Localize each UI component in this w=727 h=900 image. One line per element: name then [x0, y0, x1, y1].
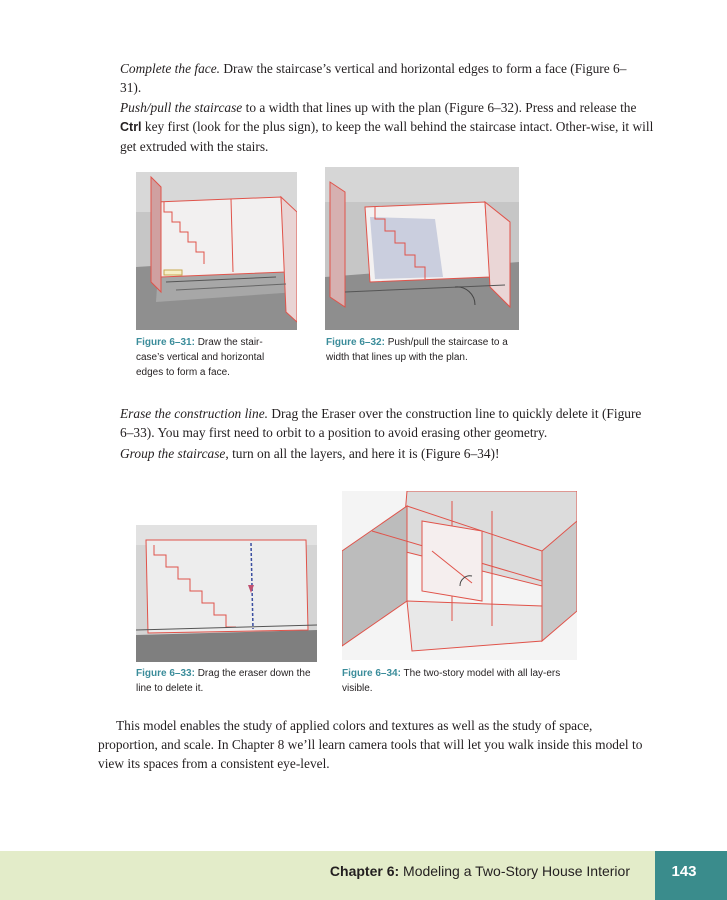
paragraph-lead: Erase the construction line.: [120, 406, 269, 421]
footer-chapter-title: [330, 863, 630, 879]
paragraph-text: This model enables the study of applied colors and textures as well as the study of space, proportion, and scale. In Chapter 8 we’ll learn camera tools that will let you walk inside this model to view its spaces from a consistent eye-level.: [98, 718, 643, 771]
figure-6-33-caption: [136, 666, 321, 696]
paragraph-text: , turn on all the layers, and here it is (Figure 6–34)!: [225, 446, 500, 461]
chapter-title: Modeling a Two-Story House Interior: [399, 863, 630, 879]
figure-6-32-image: [325, 167, 519, 330]
paragraph-erase-construction-line: [120, 404, 650, 442]
paragraph-text: to a width that lines up with the plan (Figure 6–32). Press and release the: [242, 100, 637, 115]
ctrl-key-label: Ctrl: [120, 120, 142, 134]
figure-6-31-image: [136, 172, 297, 330]
chapter-label: Chapter 6:: [329, 863, 400, 879]
page-number: 143: [671, 863, 697, 880]
figure-6-34-caption: [342, 666, 577, 696]
paragraph-lead: Complete the face.: [120, 61, 221, 76]
caption-text: Push/pull the staircase to a width that lines up with the plan.: [326, 337, 508, 363]
caption-text: Drag the eraser down the line to delete it.: [136, 668, 311, 694]
figure-label: Figure 6–32:: [326, 337, 385, 348]
paragraph-text: Drag the Eraser over the construction line to quickly delete it (Figure 6–33). You may first need to orbit to a position to avoid erasing other geometry.: [120, 406, 642, 440]
paragraph-model-study: [98, 716, 643, 773]
paragraph-lead: Group the staircase: [120, 446, 226, 461]
figure-label: Figure 6–34:: [342, 668, 401, 679]
paragraph-group-staircase: [120, 444, 650, 463]
figure-label: Figure 6–31:: [136, 337, 195, 348]
paragraph-push-pull: [120, 98, 660, 156]
paragraph-lead: Push/pull the staircase: [120, 100, 243, 115]
figure-6-31-caption: [136, 335, 286, 380]
paragraph-complete-face: [120, 59, 640, 97]
figure-label: Figure 6–33:: [136, 668, 195, 679]
caption-text: The two-story model with all lay-ers visible.: [342, 668, 561, 694]
figure-6-32-caption: [326, 335, 526, 365]
paragraph-text: Draw the staircase’s vertical and horizontal edges to form a face (Figure 6–31).: [120, 61, 627, 95]
caption-text: Draw the stair-case’s vertical and horizontal edges to form a face.: [136, 337, 265, 378]
figure-6-34-image: [342, 491, 577, 660]
paragraph-text: key first (look for the plus sign), to keep the wall behind the staircase intact. Other-wise, it will get extruded with the stairs.: [120, 119, 654, 154]
figure-6-33-image: [136, 525, 317, 662]
